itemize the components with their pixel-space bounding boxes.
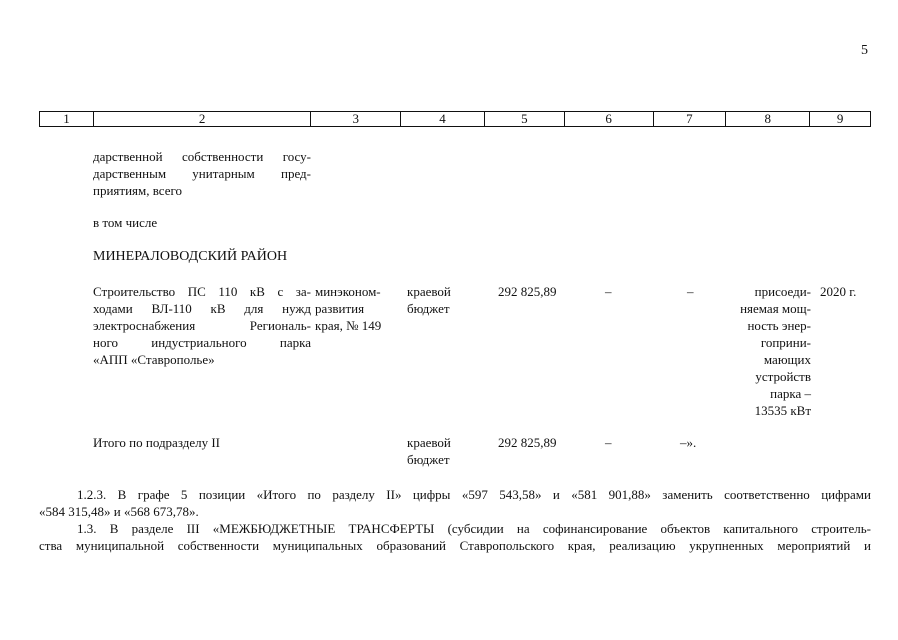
total-col7-dash: –». [680,435,697,450]
intro-line: дарственным унитарным пред- [93,166,311,181]
paragraph-1-3 [39,520,871,554]
header-col-7: 7 [654,112,727,126]
table-header-row [39,111,871,127]
total-budget-line: бюджет [407,452,450,467]
row-budget-line: бюджет [407,301,450,316]
row-name-line: Строительство ПС 110 кВ с за- [93,284,311,299]
paragraph-line: 1.2.3. В графе 5 позиции «Итого по разделу II» цифры «597 543,58» и «581 901,88» заменить соответственно цифрами [77,487,871,502]
header-col-4: 4 [401,112,485,126]
row-ministry-line: края, № 149 [315,318,382,333]
row-ministry [315,283,381,334]
row-capacity [728,283,811,419]
paragraph-line: 1.3. В разделе III «МЕЖБЮДЖЕТНЫЕ ТРАНСФЕРТЫ (субсидии на софинансирование объектов капитального строитель- [77,521,871,536]
row-capacity-line: парка – [770,386,811,401]
row-ministry-line: минэконом- [315,284,381,299]
row-name-line: «АПП «Ставрополье» [93,352,215,367]
row-capacity-line: 13535 кВт [754,403,811,418]
header-col-5: 5 [485,112,565,126]
header-col-1: 1 [40,112,94,126]
row-name-line: электроснабжения Региональ- [93,318,311,333]
district-heading: МИНЕРАЛОВОДСКИЙ РАЙОН [93,249,288,264]
row-name [93,283,311,368]
header-col-8: 8 [726,112,810,126]
total-col6-dash: – [605,435,612,450]
row-capacity-line: присоеди- [754,284,811,299]
paragraph-line: ства муниципальной собственности муниципальных образований Ставропольского края, реализацию укрупненных мероприятий и [39,538,871,553]
row-capacity-line: устройств [755,369,811,384]
row-capacity-line: няемая мощ- [740,301,811,316]
row-capacity-line: мающих [763,352,811,367]
row-ministry-line: развития [315,301,365,316]
row-capacity-line: гоприни- [760,335,811,350]
row-capacity-line: ность энер- [747,318,811,333]
paragraph-line: «584 315,48» и «568 673,78». [39,504,199,519]
header-col-3: 3 [311,112,401,126]
page-number: 5 [861,43,868,58]
intro-text [93,148,311,199]
row-name-line: ного индустриального парка [93,335,311,350]
intro-line: приятиям, всего [93,183,183,198]
row-budget [407,283,451,317]
in-that-label: в том числе [93,215,158,230]
row-amount: 292 825,89 [498,284,557,299]
row-name-line: ходами ВЛ-110 кВ для нужд [93,301,311,316]
header-col-9: 9 [836,111,844,126]
total-budget [407,434,451,468]
total-amount: 292 825,89 [498,435,557,450]
total-label: Итого по подразделу II [93,435,221,450]
row-col7-dash: – [687,284,694,299]
total-budget-line: краевой [407,435,451,450]
header-col-2: 2 [94,112,311,126]
row-year: 2020 г. [820,284,857,299]
paragraph-1-2-3 [39,486,871,520]
header-col-6: 6 [565,112,654,126]
row-col6-dash: – [605,284,612,299]
intro-line: дарственной собственности госу- [93,149,311,164]
row-budget-line: краевой [407,284,451,299]
